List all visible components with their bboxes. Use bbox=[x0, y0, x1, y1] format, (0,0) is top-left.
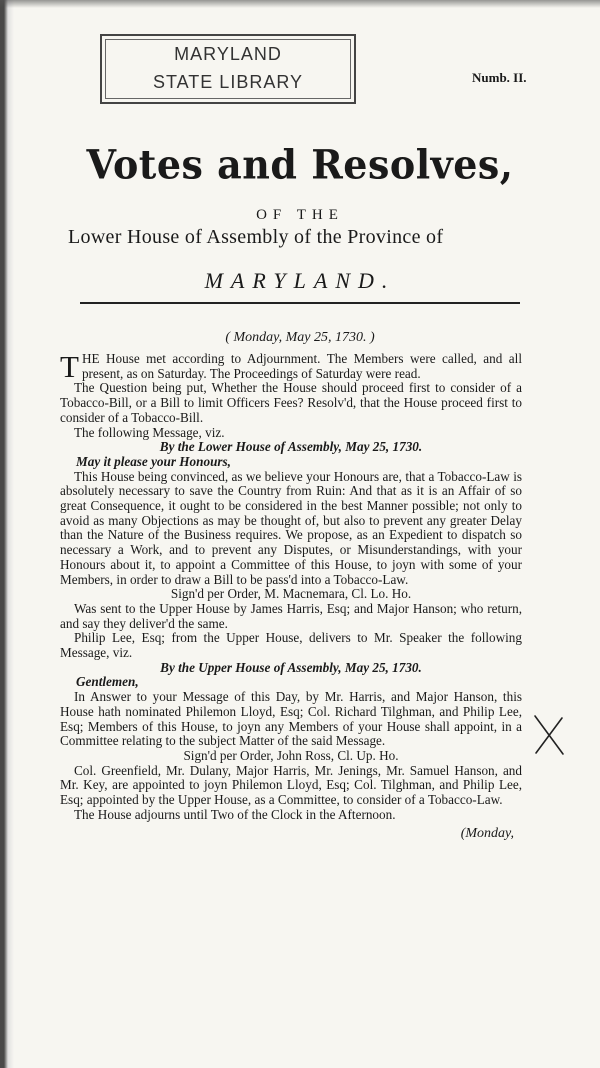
stamp-line-2: STATE LIBRARY bbox=[152, 72, 304, 92]
paragraph: Was sent to the Upper House by James Harris, Esq; and Major Hanson; who return, and say they deliver'd the same. bbox=[60, 600, 522, 631]
message-heading: By the Lower House of Assembly, May 25, 1730. bbox=[159, 439, 423, 455]
subtitle-province: MARYLAND. bbox=[204, 268, 396, 293]
date-line: ( Monday, May 25, 1730. ) bbox=[225, 330, 375, 345]
stamp-line-1: MARYLAND bbox=[174, 44, 282, 64]
page-title: Votes and Resolves, bbox=[86, 140, 514, 189]
message-heading: By the Upper House of Assembly, May 25, 1730. bbox=[160, 659, 422, 675]
paragraph-text: HE House met according to Adjournment. The Members were called, and all present, as on Saturday. The Proceedings of Saturday were read. bbox=[81, 351, 522, 381]
paragraph: The Question being put, Whether the House should proceed first to consider of a Tobacco-Bill, or a Bill to limit Officers Fees? Resolv'd, that the House proceed first to consider of a Tobacco-Bill. bbox=[60, 380, 522, 425]
paragraph bbox=[60, 349, 522, 384]
title-rule bbox=[80, 302, 520, 304]
catchword: (Monday, bbox=[460, 825, 514, 841]
issue-number: Numb. II. bbox=[472, 70, 527, 85]
salutation: May it please your Honours, bbox=[76, 453, 231, 469]
signature-line: Sign'd per Order, M. Macnemara, Cl. Lo. Ho. bbox=[170, 586, 412, 602]
paragraph: The following Message, viz. bbox=[74, 424, 225, 440]
subtitle-lower-house: Lower House of Assembly of the Province of bbox=[68, 226, 444, 248]
handwritten-x-mark bbox=[532, 714, 566, 756]
paragraph: Philip Lee, Esq; from the Upper House, delivers to Mr. Speaker the following Message, viz. bbox=[60, 630, 522, 661]
scan-edge-top bbox=[0, 0, 600, 8]
paragraph: This House being convinced, as we believe your Honours are, that a Tobacco-Law is absolutely necessary to save the Country from Ruin: And that as it is an Affair of so great Consequence, it ought to be considered in the best Manner possible; not only to avoid as many Objections as may be thought of, but also to prevent any greater Delay than the Nature of the Business requires. We propose, as an Expedient to dispatch so necessary a Work, and to prevent any Disputes, or Misunderstandings, with your Honours about it, to appoint a Committee of this House, to joyn with some of your Members, in order to draw a Bill to be pass'd into a Tobacco-Law. bbox=[60, 468, 522, 587]
salutation: Gentlemen, bbox=[76, 674, 139, 690]
library-stamp bbox=[100, 34, 356, 104]
paragraph: In Answer to your Message of this Day, by Mr. Harris, and Major Hanson, this House hath nominated Philemon Lloyd, Esq; Col. Richard Tilghman, and Philip Lee, Esq; Members of this House, to joyn any Members of your House shall appoint, in a Committee relating to the subject Matter of the said Message. bbox=[60, 689, 522, 749]
drop-cap: T bbox=[60, 349, 79, 384]
paragraph: The House adjourns until Two of the Clock in the Afternoon. bbox=[74, 806, 396, 822]
document-body bbox=[60, 349, 522, 841]
signature-line: Sign'd per Order, John Ross, Cl. Up. Ho. bbox=[183, 747, 399, 763]
subtitle-of-the: OF THE bbox=[256, 207, 344, 223]
paragraph: Col. Greenfield, Mr. Dulany, Major Harris, Mr. Jenings, Mr. Samuel Hanson, and Mr. Key, are appointed to joyn Philemon Lloyd, Esq; Col. Tilghman, and Philip Lee, Esq; appointed by the Upper House, as a Committee, to consider of a Tobacco-Law. bbox=[60, 762, 522, 808]
